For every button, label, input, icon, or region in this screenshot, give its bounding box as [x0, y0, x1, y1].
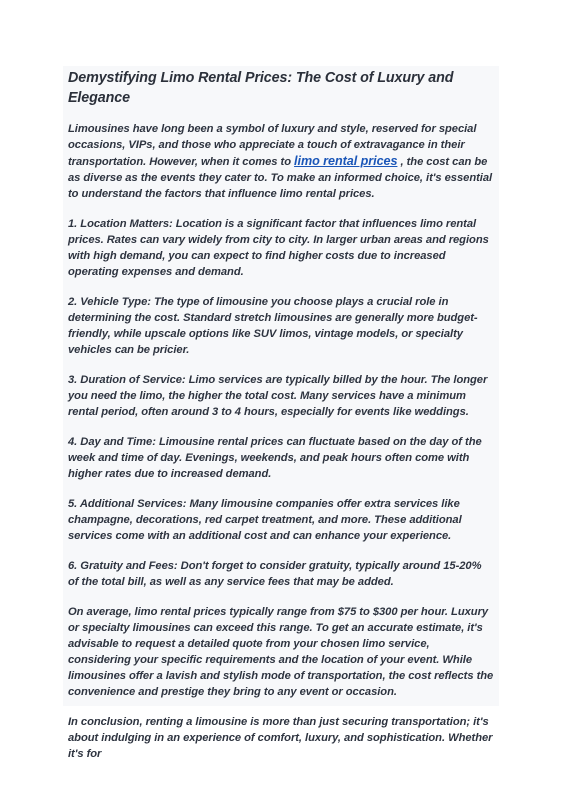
intro-paragraph [68, 121, 494, 202]
limo-rental-prices-link[interactable]: limo rental prices [294, 154, 398, 168]
paragraph-additional-services: 5. Additional Services: Many limousine companies offer extra services like champagne, decorations, red carpet treatment, and more. These additional services come with an additional cost and can enhance your experience. [68, 498, 462, 542]
paragraph-duration: 3. Duration of Service: Limo services are typically billed by the hour. The longer you need the limo, the higher the total cost. Many services have a minimum rental period, often around 3 to 4 hours, especially for events like weddings. [68, 374, 488, 418]
intro-text-before-link: Limousines have long been a symbol of luxury and style, reserved for special occasions, VIPs, and those who appreciate a touch of extravagance in their transportation. However, when it comes to [68, 123, 477, 168]
paragraph-average-prices: On average, limo rental prices typically range from $75 to $300 per hour. Luxury or specialty limousines can exceed this range. To get an accurate estimate, it's advisable to request a detailed quote from your chosen limo service, considering your specific requirements and the location of your event. While limousines offer a lavish and stylish mode of transportation, the cost reflects the convenience and prestige they bring to any event or occasion. [68, 606, 494, 698]
intro-text-after-link: , the cost can be as diverse as the events they cater to. To make an informed choice, it's essential to understand the factors that influence limo rental prices. [68, 156, 493, 200]
paragraph-gratuity: 6. Gratuity and Fees: Don't forget to consider gratuity, typically around 15-20% of the total bill, as well as any service fees that may be added. [68, 560, 482, 588]
article-body [63, 68, 499, 762]
paragraph-vehicle-type: 2. Vehicle Type: The type of limousine you choose plays a crucial role in determining the cost. Standard stretch limousines are generally more budget-friendly, while upscale options like SUV limos, vintage models, or specialty vehicles can be pricier. [68, 296, 478, 356]
paragraph-day-time: 4. Day and Time: Limousine rental prices can fluctuate based on the day of the week and time of day. Evenings, weekends, and peak hours often come with higher rates due to increased demand. [68, 436, 482, 480]
document-page [63, 66, 499, 760]
paragraph-conclusion: In conclusion, renting a limousine is more than just securing transportation; it's about indulging in an experience of comfort, luxury, and sophistication. Whether it's for [68, 716, 493, 760]
paragraph-location: 1. Location Matters: Location is a significant factor that influences limo rental prices. Rates can vary widely from city to city. In larger urban areas and regions with high demand, you can expect to find higher costs due to increased operating expenses and demand. [68, 218, 489, 278]
article-title: Demystifying Limo Rental Prices: The Cost of Luxury and Elegance [68, 70, 454, 106]
